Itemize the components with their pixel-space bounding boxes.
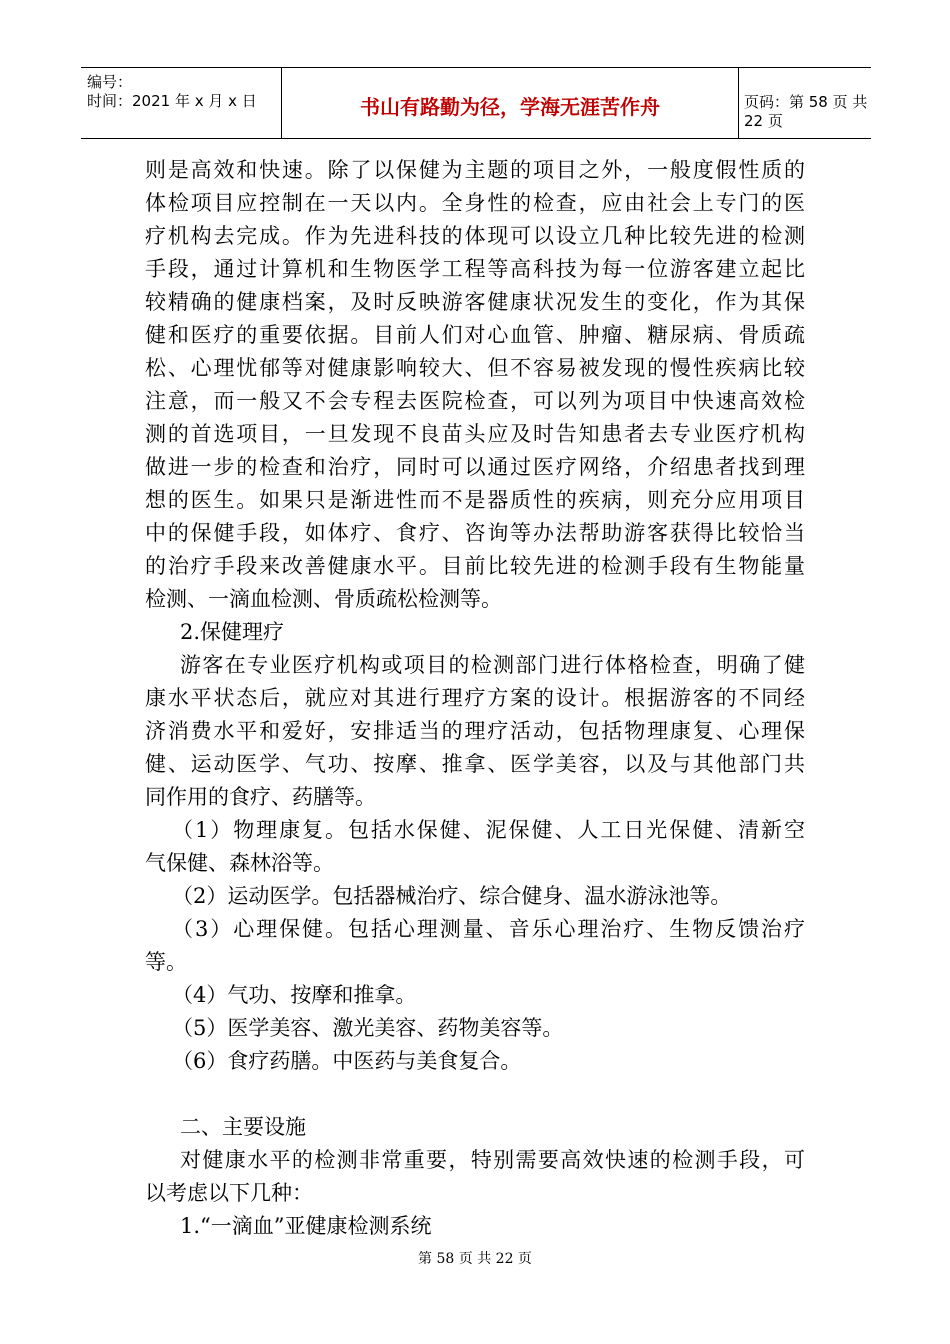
page-header: [81, 67, 871, 139]
body-line: 检测、一滴血检测、骨质疏松检测等。: [145, 587, 502, 611]
section-heading: 二、主要设施: [180, 1115, 306, 1139]
body-line: 游客在专业医疗机构或项目的检测部门进行体格检查，明确了健: [180, 653, 805, 677]
document-date-label: 时间：2021 年 x 月 x 日: [87, 92, 257, 110]
body-line: 济消费水平和爱好，安排适当的理疗活动，包括物理康复、心理保: [145, 719, 805, 743]
body-line: 做进一步的检查和治疗，同时可以通过医疗网络，介绍患者找到理: [145, 455, 805, 479]
body-line: 健和医疗的重要依据。目前人们对心血管、肿瘤、糖尿病、骨质疏: [145, 323, 805, 347]
subheading: 1.“一滴血”亚健康检测系统: [180, 1214, 432, 1238]
body-line: 以考虑以下几种：: [145, 1181, 313, 1205]
subheading: 2.保健理疗: [180, 620, 285, 644]
list-item: （2）运动医学。包括器械治疗、综合健身、温水游泳池等。: [172, 884, 732, 908]
body-line: 注意，而一般又不会专程去医院检查，可以列为项目中快速高效检: [145, 389, 805, 413]
document-number-label: 编号：: [87, 73, 133, 91]
list-item-continuation: 等。: [145, 950, 187, 974]
body-line: 同作用的食疗、药膳等。: [145, 785, 376, 809]
body-line: 则是高效和快速。除了以保健为主题的项目之外，一般度假性质的: [145, 158, 805, 182]
list-item: （5）医学美容、激光美容、药物美容等。: [172, 1016, 564, 1040]
list-item-continuation: 气保健、森林浴等。: [145, 851, 334, 875]
header-meta-cell: [81, 68, 281, 138]
body-line: 的治疗手段来改善健康水平。目前比较先进的检测手段有生物能量: [145, 554, 805, 578]
body-line: 想的医生。如果只是渐进性而不是器质性的疾病，则充分应用项目: [145, 488, 805, 512]
body-line: 对健康水平的检测非常重要，特别需要高效快速的检测手段，可: [180, 1148, 805, 1172]
body-line: 较精确的健康档案，及时反映游客健康状况发生的变化，作为其保: [145, 290, 805, 314]
body-line: 康水平状态后，就应对其进行理疗方案的设计。根据游客的不同经: [145, 686, 805, 710]
body-line: 手段，通过计算机和生物医学工程等高科技为每一位游客建立起比: [145, 257, 805, 281]
body-line: 健、运动医学、气功、按摩、推拿、医学美容，以及与其他部门共: [145, 752, 805, 776]
header-motto-cell: [281, 68, 739, 138]
list-item: （4）气功、按摩和推拿。: [172, 983, 417, 1007]
body-line: 中的保健手段，如体疗、食疗、咨询等办法帮助游客获得比较恰当: [145, 521, 805, 545]
header-page-cell: [738, 68, 871, 138]
header-motto: 书山有路勤为径，学海无涯苦作舟: [360, 95, 660, 119]
body-line: 疗机构去完成。作为先进科技的体现可以设立几种比较先进的检测: [145, 224, 805, 248]
page-footer: 第 58 页 共 22 页: [418, 1251, 532, 1267]
header-page-number: 页码：第 58 页 共 22 页: [744, 93, 868, 130]
body-line: 测的首选项目，一旦发现不良苗头应及时告知患者去专业医疗机构: [145, 422, 805, 446]
list-item: （1）物理康复。包括水保健、泥保健、人工日光保健、清新空: [172, 818, 805, 842]
body-line: 松、心理忧郁等对健康影响较大、但不容易被发现的慢性疾病比较: [145, 356, 805, 380]
body-line: 体检项目应控制在一天以内。全身性的检查，应由社会上专门的医: [145, 191, 805, 215]
list-item: （3）心理保健。包括心理测量、音乐心理治疗、生物反馈治疗: [172, 917, 805, 941]
list-item: （6）食疗药膳。中医药与美食复合。: [172, 1049, 522, 1073]
